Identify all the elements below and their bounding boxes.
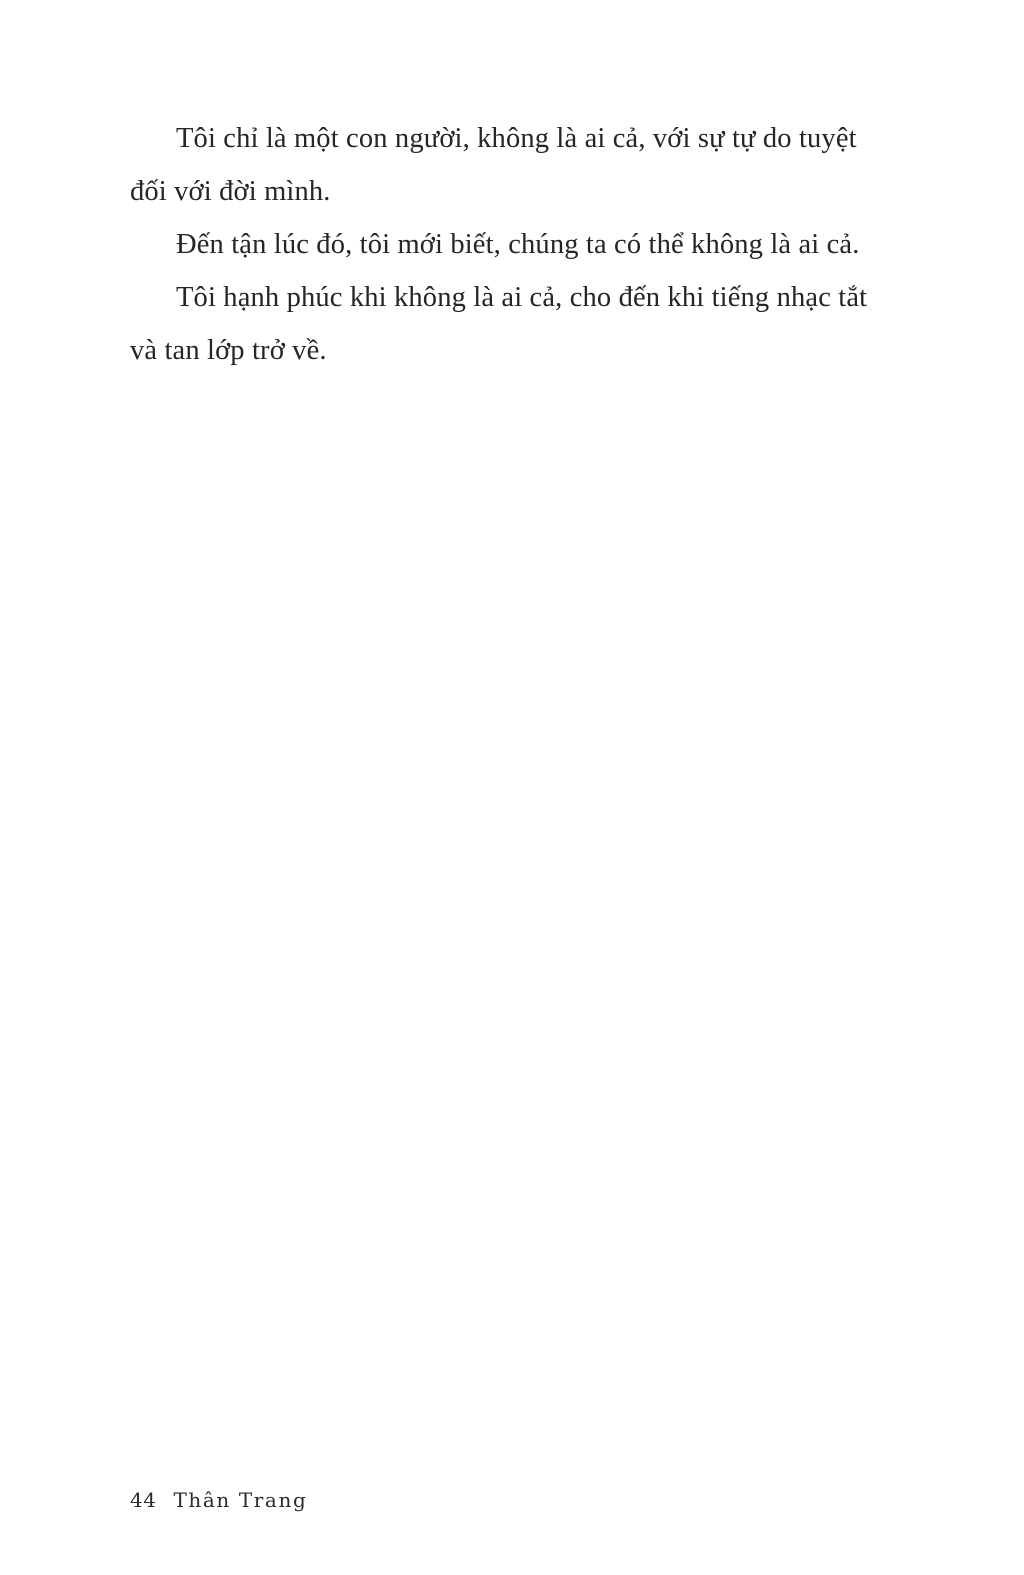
running-title: Thân Trang	[173, 1488, 308, 1512]
page-footer	[130, 1488, 307, 1512]
body-text	[130, 112, 895, 377]
paragraph: Tôi hạnh phúc khi không là ai cả, cho đến khi tiếng nhạc tắt và tan lớp trở về.	[130, 282, 868, 366]
page-number: 44	[130, 1488, 157, 1512]
paragraph: Đến tận lúc đó, tôi mới biết, chúng ta có thể không là ai cả.	[176, 229, 860, 260]
paragraph: Tôi chỉ là một con người, không là ai cả, với sự tự do tuyệt đối với đời mình.	[130, 123, 857, 207]
